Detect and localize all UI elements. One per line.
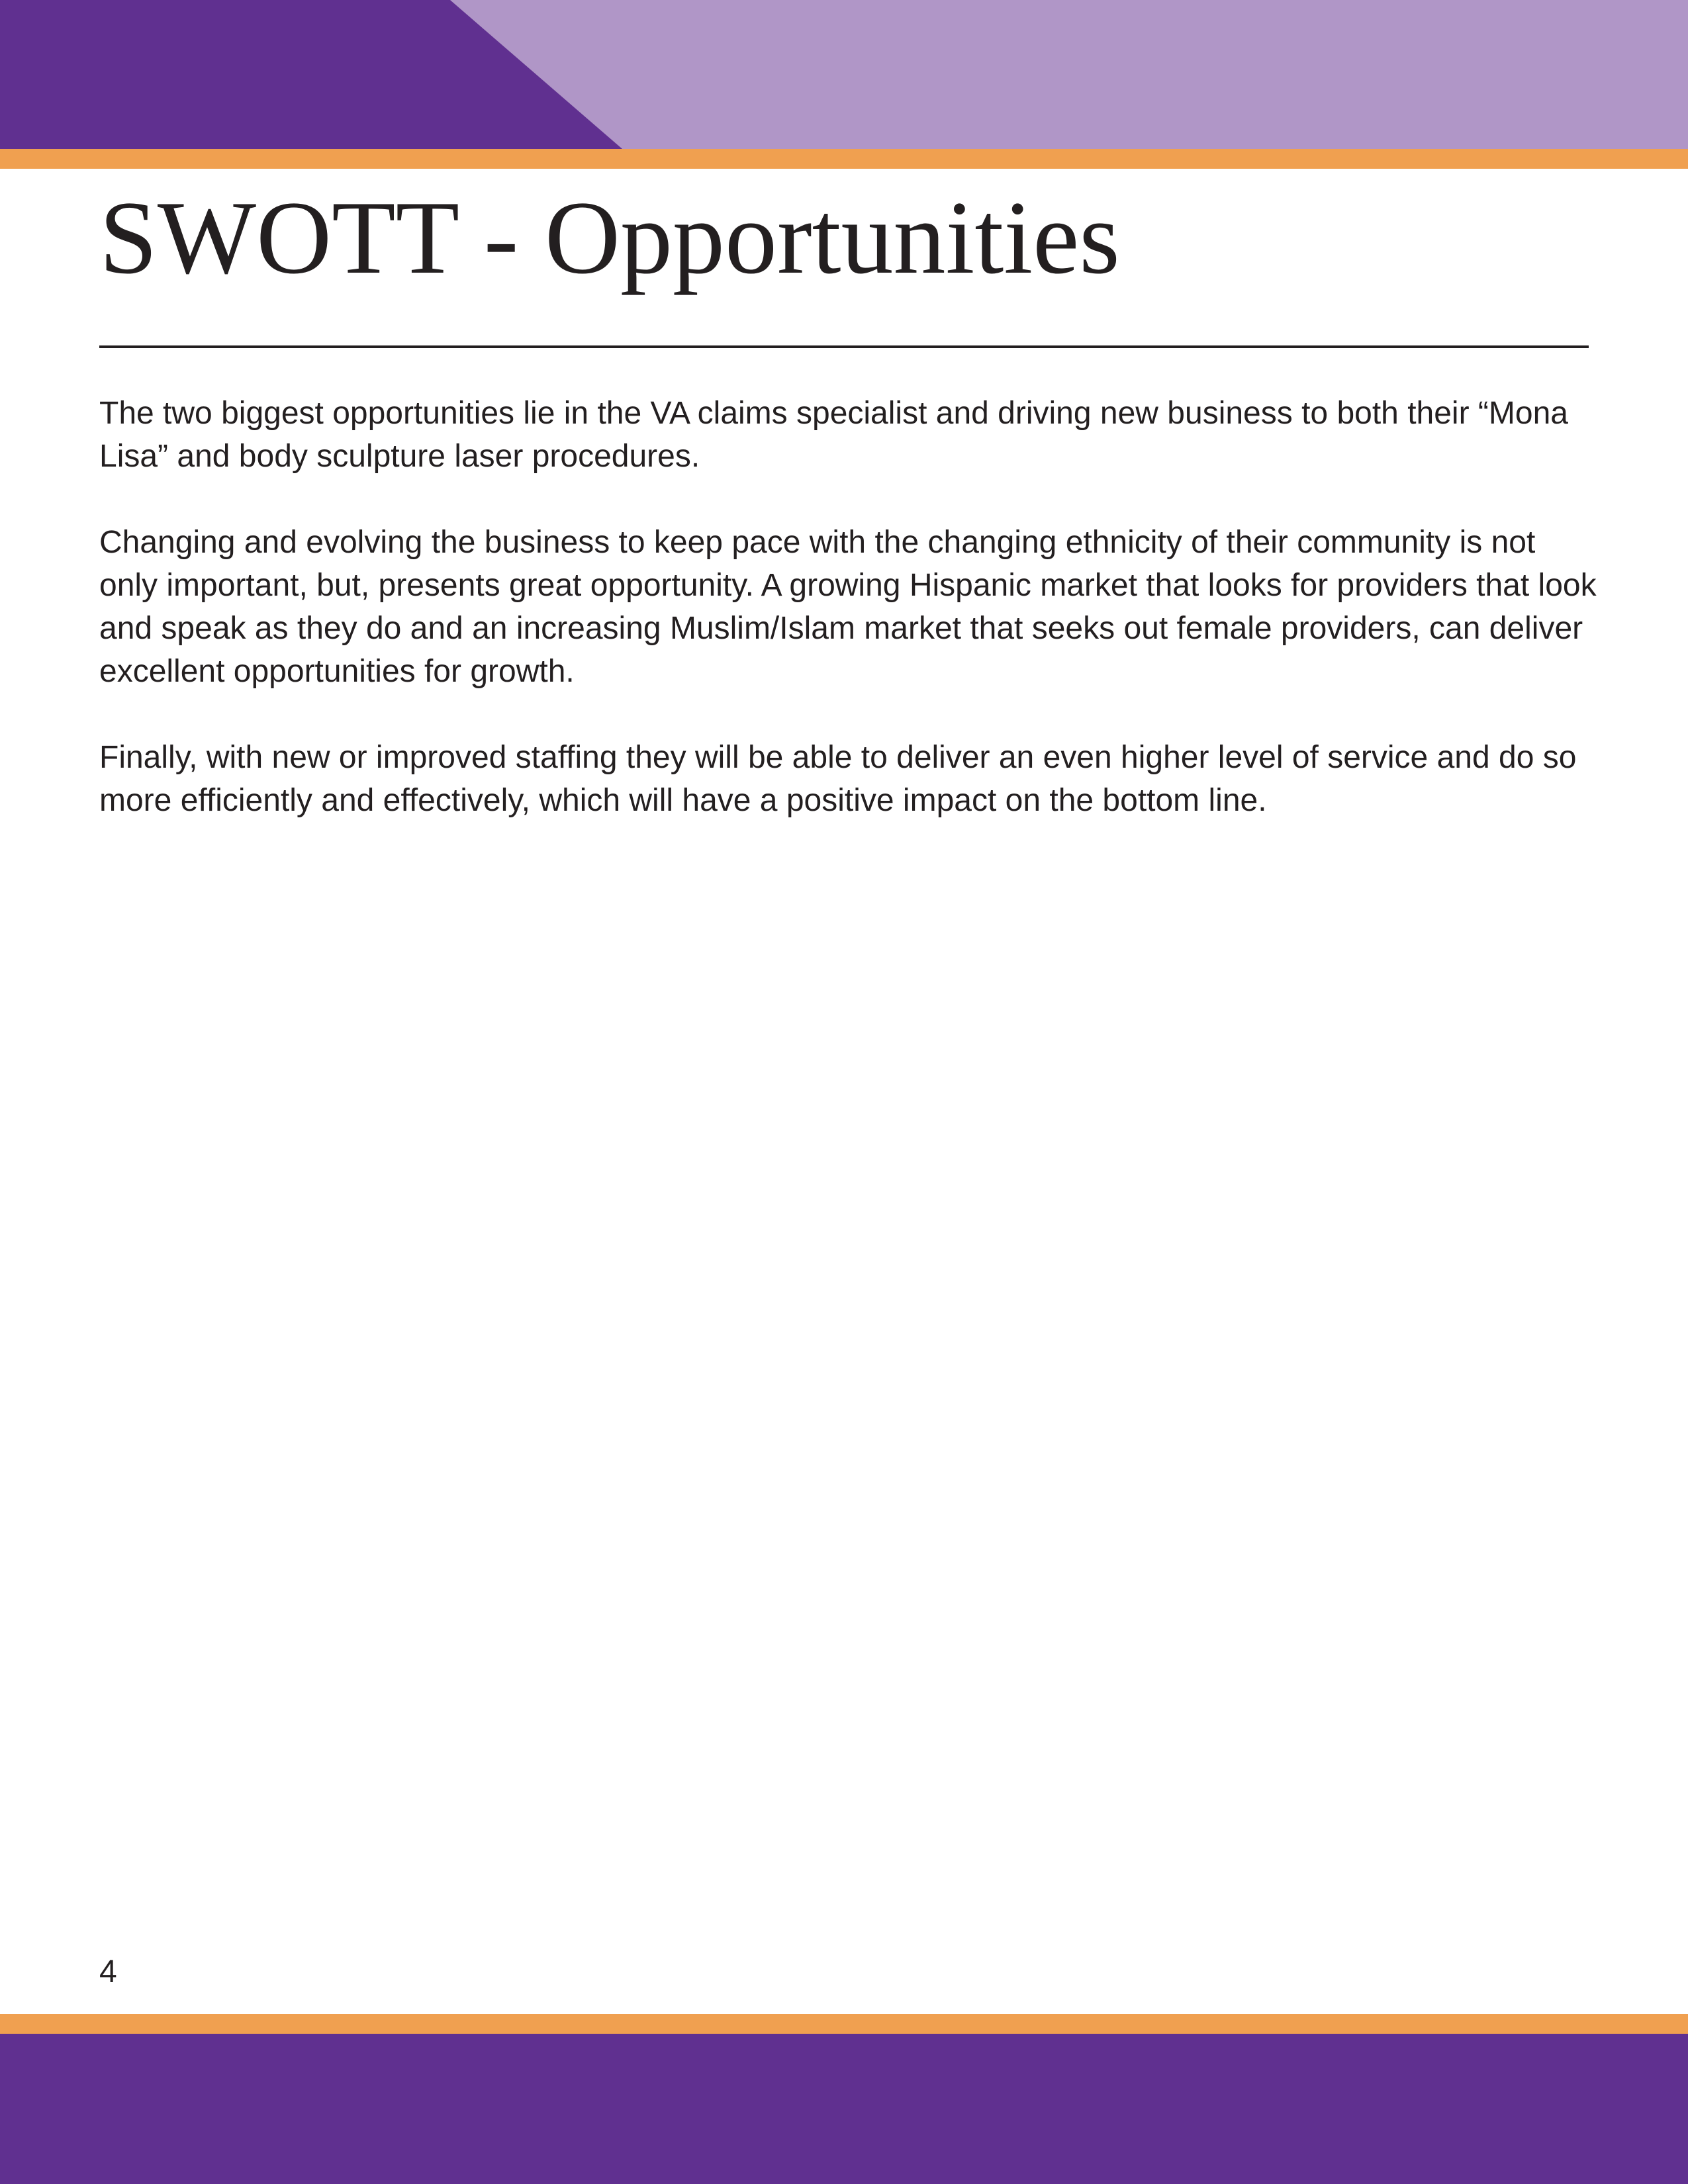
body-text: [99, 392, 1599, 865]
paragraph-2: Changing and evolving the business to keep pace with the changing ethnicity of their community is not only important, but, presents great opportunity. A growing Hispanic market that looks for providers that look and speak as they do and an increasing Muslim/Islam market that seeks out female providers, can deliver excellent opportunities for growth.: [99, 525, 1597, 689]
footer-band: [0, 2034, 1688, 2184]
title-divider: [99, 345, 1589, 348]
page-title: SWOTT - Opportunities: [99, 180, 1120, 296]
header-stripe: [0, 149, 1688, 169]
paragraph-1: The two biggest opportunities lie in the VA claims specialist and driving new business to both their “Mona Lisa” and body sculpture laser procedures.: [99, 396, 1568, 474]
page-number: 4: [99, 1954, 117, 1989]
paragraph-3: Finally, with new or improved staffing they will be able to deliver an even higher level of service and do so more efficiently and effectively, which will have a positive impact on the bottom line.: [99, 740, 1577, 818]
footer-stripe: [0, 2014, 1688, 2034]
header-triangle: [0, 0, 622, 149]
